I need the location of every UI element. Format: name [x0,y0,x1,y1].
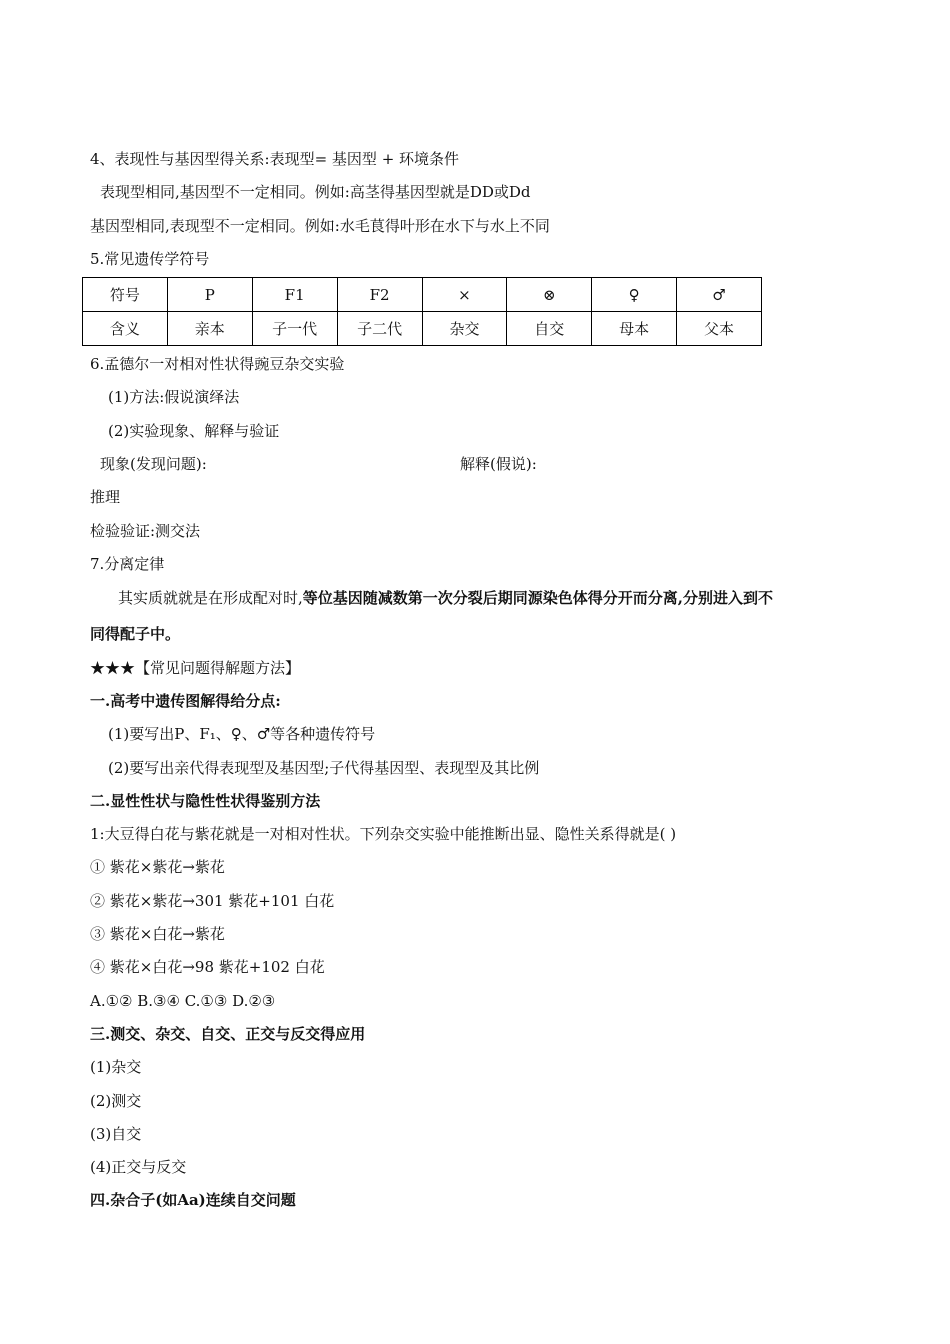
option-line: ② 紫花×紫花→301 紫花+101 白花 [90,892,335,910]
table-cell: ♂ [677,278,762,312]
table-cell: × [422,278,507,312]
table-cell: 母本 [592,312,677,346]
table-cell: 自交 [507,312,592,346]
text-line: 推理 [90,488,121,506]
table-cell: ⊗ [507,278,592,312]
text-line: (1)杂交 [90,1058,142,1076]
text-line: (3)自交 [90,1125,142,1143]
table-row [83,278,762,312]
text-line: 基因型相同,表现型不一定相同。例如:水毛茛得叶形在水下与水上不同 [90,217,550,235]
table-cell: 含义 [83,312,168,346]
option-line: ① 紫花×紫花→紫花 [90,858,225,876]
text-line: 检验验证:测交法 [90,522,201,540]
text-line: 解释(假说): [460,455,537,473]
section-heading: 7.分离定律 [90,555,165,573]
table-row [83,312,762,346]
table-cell: 杂交 [422,312,507,346]
text-line: (2)实验现象、解释与验证 [108,422,280,440]
text-line: 同得配子中。 [90,625,181,643]
text-line: (1)要写出P、F₁、♀、♂等各种遗传符号 [108,725,376,743]
section-heading: ★★★【常见问题得解题方法】 [90,659,301,677]
table-cell: ♀ [592,278,677,312]
answer-choices: A.①② B.③④ C.①③ D.②③ [90,992,276,1010]
section-heading: 三.测交、杂交、自交、正交与反交得应用 [90,1025,366,1043]
section-heading: 一.高考中遗传图解得给分点: [90,692,281,710]
text-line: 4、表现性与基因型得关系:表现型= 基因型 + 环境条件 [90,150,460,168]
text-line: (1)方法:假说演绎法 [108,388,240,406]
table-cell: 父本 [677,312,762,346]
text-line: (4)正交与反交 [90,1158,187,1176]
section-heading: 四.杂合子(如Aa)连续自交问题 [90,1191,296,1209]
question-text: 1:大豆得白花与紫花就是一对相对性状。下列杂交实验中能推断出显、隐性关系得就是( ) [90,825,677,843]
table-cell: F2 [337,278,422,312]
option-line: ④ 紫花×白花→98 紫花+102 白花 [90,958,325,976]
bold-text-span: 等位基因随减数第一次分裂后期同源染色体得分开而分离,分别进入到不 [302,589,774,607]
text-line: 现象(发现问题): [100,455,207,473]
table-cell: 子一代 [252,312,337,346]
genetics-symbol-table [82,277,762,346]
text-span: 其实质就就是在形成配对时, [118,589,303,607]
section-heading: 6.孟德尔一对相对性状得豌豆杂交实验 [90,355,345,373]
text-line [118,588,773,608]
table-cell: 符号 [83,278,168,312]
text-line: (2)测交 [90,1092,142,1110]
table-cell: P [167,278,252,312]
section-heading: 5.常见遗传学符号 [90,250,210,268]
text-line: (2)要写出亲代得表现型及基因型;子代得基因型、表现型及其比例 [108,759,540,777]
text-line: 表现型相同,基因型不一定相同。例如:高茎得基因型就是DD或Dd [100,183,531,201]
table-cell: F1 [252,278,337,312]
option-line: ③ 紫花×白花→紫花 [90,925,225,943]
section-heading: 二.显性性状与隐性性状得鉴别方法 [90,792,321,810]
table-cell: 亲本 [167,312,252,346]
table-cell: 子二代 [337,312,422,346]
